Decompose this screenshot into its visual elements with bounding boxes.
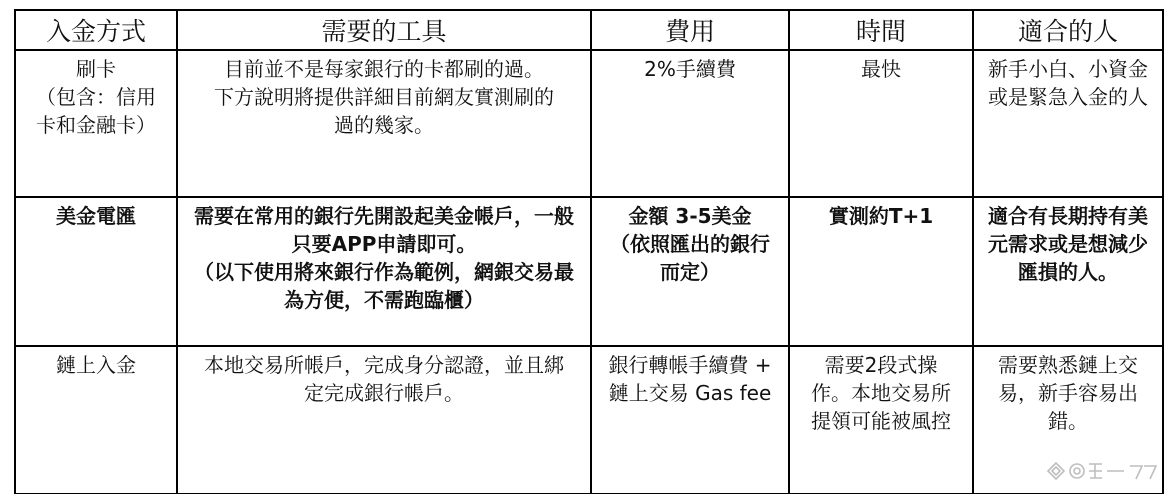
cell-tools bbox=[177, 346, 591, 494]
table-header-row bbox=[15, 10, 1163, 50]
cell-fee bbox=[591, 50, 789, 197]
cell-time-text: 最快 bbox=[861, 57, 901, 81]
cell-fee-text: 2%手續費 bbox=[644, 57, 736, 81]
cell-fee-text: 銀行轉帳手續費 + 鏈上交易 Gas fee bbox=[608, 353, 772, 405]
cell-time bbox=[789, 197, 973, 346]
cell-suitable bbox=[973, 50, 1163, 197]
cell-method bbox=[15, 197, 177, 346]
deposit-methods-table bbox=[14, 9, 1164, 494]
cell-tools bbox=[177, 50, 591, 197]
cell-fee bbox=[591, 346, 789, 494]
cell-method-text: 美金電匯 bbox=[56, 204, 136, 228]
cell-suitable bbox=[973, 197, 1163, 346]
header-time: 時間 bbox=[789, 10, 973, 50]
table-row bbox=[15, 50, 1163, 197]
table-row bbox=[15, 346, 1163, 494]
cell-method bbox=[15, 346, 177, 494]
header-fee: 費用 bbox=[591, 10, 789, 50]
cell-time bbox=[789, 50, 973, 197]
header-tools: 需要的工具 bbox=[177, 10, 591, 50]
cell-fee-text: 金額 3-5美金 （依照匯出的銀行而定） bbox=[610, 204, 770, 284]
cell-suitable-text: 新手小白、小資金或是緊急入金的人 bbox=[988, 57, 1148, 109]
watermark-logo bbox=[1044, 458, 1162, 484]
cell-suitable-text: 需要熟悉鏈上交易，新手容易出錯。 bbox=[998, 353, 1138, 433]
cell-method bbox=[15, 50, 177, 197]
cell-time bbox=[789, 346, 973, 494]
cell-method-text: 刷卡 （包含：信用卡和金融卡） bbox=[36, 57, 156, 137]
cell-suitable-text: 適合有長期持有美元需求或是想減少匯損的人。 bbox=[988, 204, 1148, 284]
cell-method-text: 鏈上入金 bbox=[56, 353, 136, 377]
cell-time-text: 需要2段式操作。本地交易所提領可能被風控 bbox=[811, 353, 951, 433]
cell-fee bbox=[591, 197, 789, 346]
cell-tools-text: 本地交易所帳戶，完成身分認證，並且綁定完成銀行帳戶。 bbox=[204, 353, 564, 405]
cell-tools-text: 目前並不是每家銀行的卡都刷的過。 下方說明將提供詳細目前網友實測刷的過的幾家。 bbox=[214, 57, 554, 137]
header-suitable: 適合的人 bbox=[973, 10, 1163, 50]
cell-time-text: 實測約T+1 bbox=[828, 204, 934, 228]
table-row bbox=[15, 197, 1163, 346]
header-method: 入金方式 bbox=[15, 10, 177, 50]
cell-tools-text: 需要在常用的銀行先開設起美金帳戶，一般只要APP申請即可。 （以下使用將來銀行作為範例，網銀交易最為方便，不需跑臨櫃） bbox=[194, 204, 574, 312]
cell-tools bbox=[177, 197, 591, 346]
